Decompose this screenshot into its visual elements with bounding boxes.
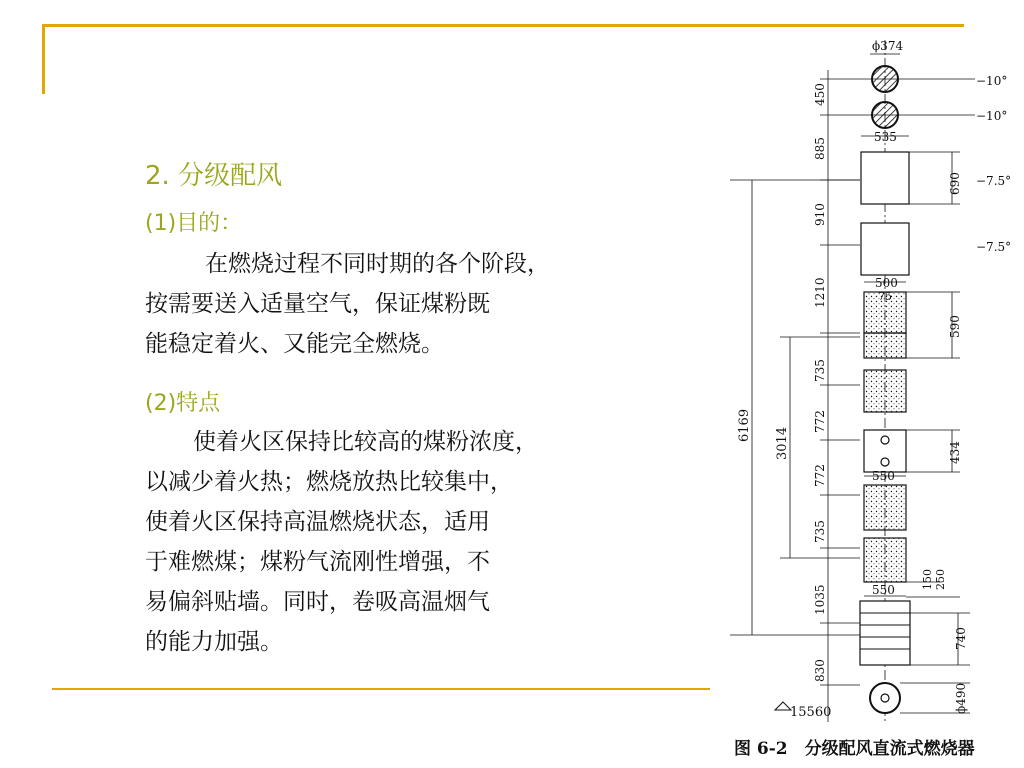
dim-label: 830 — [813, 659, 827, 682]
dim-label: 910 — [813, 203, 827, 226]
purpose-line: 在燃烧过程不同时期的各个阶段， — [205, 251, 550, 277]
features-title: (2)特点 — [145, 391, 221, 416]
dim-label: 535 — [874, 130, 897, 144]
dim-label: 550 — [872, 583, 895, 597]
features-line: 的能力加强。 — [145, 629, 283, 655]
purpose-line: 能稳定着火、又能完全燃烧。 — [145, 331, 444, 357]
bottom-nozzle — [870, 683, 900, 713]
elevation-mark — [775, 702, 791, 710]
primary-air-box-2 — [864, 370, 906, 412]
frame-left-line — [42, 24, 45, 94]
angle-label-2: −10° — [976, 109, 1008, 123]
features-line: 于难燃煤；煤粉气流刚性增强，不 — [145, 549, 490, 575]
overall-dim-label: 6169 — [737, 408, 752, 442]
dim-label: 434 — [948, 441, 962, 464]
dim-label: 772 — [813, 464, 827, 487]
angle-label-4: −7.5° — [976, 240, 1012, 254]
section-heading: 2. 分级配风 — [145, 161, 283, 191]
dim-label: 590 — [948, 315, 962, 338]
overall-dim-label: 3014 — [775, 426, 790, 460]
secondary-air-box-2 — [861, 223, 909, 275]
dim-label: 250 — [934, 569, 947, 590]
dim-label: 500 — [875, 276, 898, 290]
primary-air-box-3 — [864, 485, 906, 530]
purpose-paragraph — [145, 244, 665, 364]
dim-label: 1035 — [813, 584, 827, 615]
dim-label: 735 — [813, 520, 827, 543]
angle-label-3: −7.5° — [976, 174, 1012, 188]
angle-label-1: −10° — [976, 74, 1008, 88]
burner-diagram — [720, 30, 1020, 730]
frame-top-line — [42, 24, 964, 27]
features-line: 以减少着火热；燃烧放热比较集中， — [145, 469, 513, 495]
frame-bottom-line — [52, 688, 710, 690]
lower-air-box — [860, 601, 910, 665]
dim-label: 150 — [921, 569, 934, 590]
features-line: 易偏斜贴墙。同时，卷吸高温烟气 — [145, 589, 490, 615]
dim-label: 885 — [813, 137, 827, 160]
dim-label: 550 — [872, 469, 895, 483]
primary-air-box-4 — [864, 538, 906, 582]
dim-label: 690 — [948, 172, 962, 195]
dim-label: 740 — [954, 627, 968, 650]
phi374-label: ϕ374 — [872, 39, 904, 53]
features-line: 使着火区保持高温燃烧状态，适用 — [145, 509, 490, 535]
features-paragraph — [145, 422, 665, 662]
purpose-title: (1)目的： — [145, 211, 243, 236]
dim-label: 450 — [813, 83, 827, 106]
features-line: 使着火区保持比较高的煤粉浓度， — [193, 429, 538, 455]
primary-air-box-1b — [864, 333, 906, 358]
dim-label: 735 — [813, 359, 827, 382]
figure-caption: 图 6-2 分级配风直流式燃烧器 — [734, 739, 975, 759]
purpose-line: 按需要送入适量空气，保证煤粉既 — [145, 291, 490, 317]
elevation-label: 15560 — [790, 705, 832, 720]
phi490-label: ϕ490 — [954, 682, 968, 714]
secondary-air-box-1 — [861, 152, 909, 204]
dim-label: 75 — [878, 290, 892, 303]
dim-label: 1210 — [813, 277, 827, 308]
dim-label: 772 — [813, 410, 827, 433]
